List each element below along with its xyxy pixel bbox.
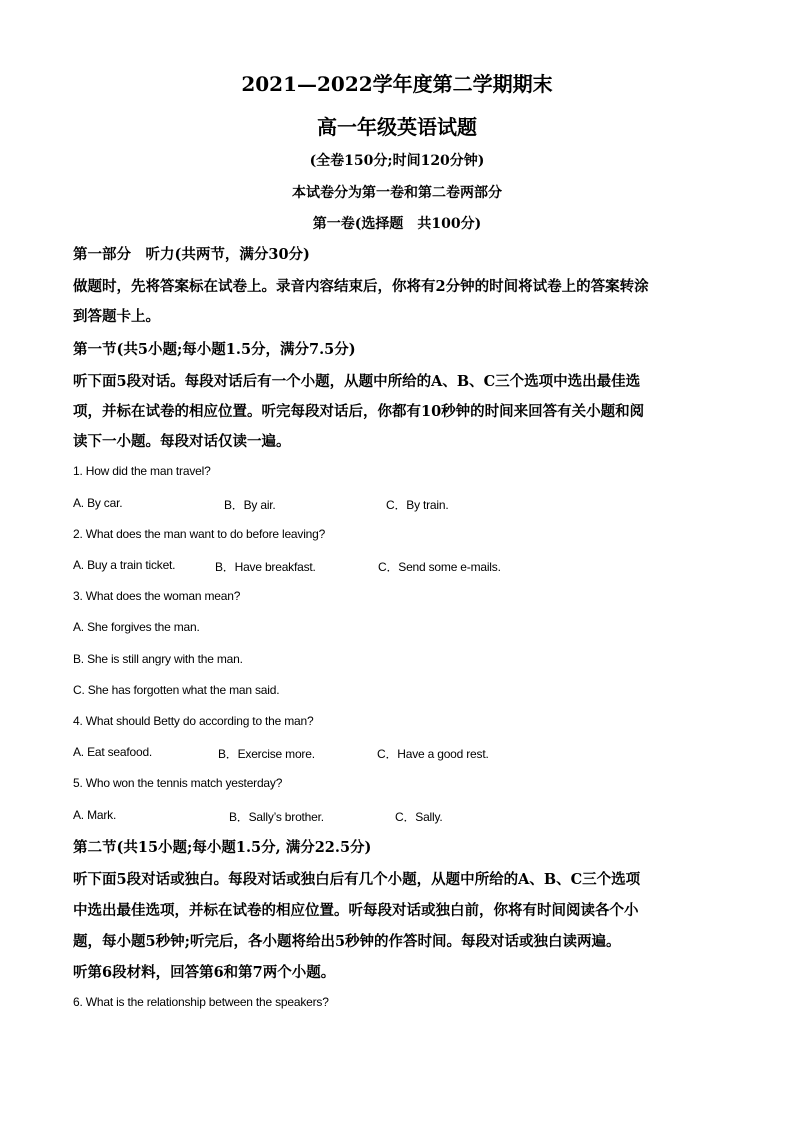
option-c: C. She has forgotten what the man said. — [73, 683, 280, 697]
option-b: B．By air. — [224, 498, 276, 512]
option-a: A. By car. — [73, 496, 123, 510]
question-stem: 4. What should Betty do according to the man? — [73, 714, 314, 728]
section1-instruction-line: 读下一小题。每段对话仅读一遍。 — [73, 433, 291, 450]
option-a: A. Mark. — [73, 808, 117, 822]
exam-meta: (全卷150分;时间120分钟) — [309, 153, 485, 169]
question-stem: 3. What does the woman mean? — [73, 589, 241, 603]
option-a: A. Eat seafood. — [73, 745, 153, 759]
question-stem: 6. What is the relationship between the speakers? — [73, 995, 329, 1009]
option-b: B．Sally’s brother. — [229, 810, 324, 824]
section1-instruction-line: 听下面5段对话。每段对话后有一个小题，从题中所给的A、B、C三个选项中选出最佳选 — [73, 373, 641, 390]
option-c: C．Have a good rest. — [377, 747, 489, 761]
question-stem: 5. Who won the tennis match yesterday? — [73, 776, 283, 790]
option-c: C．Sally. — [395, 810, 443, 824]
part1-heading: 第一部分 听力(共两节，满分30分) — [73, 246, 310, 263]
option-b: B．Exercise more. — [218, 747, 315, 761]
material-note: 听第6段材料，回答第6和第7两个小题。 — [73, 964, 336, 981]
option-b: B．Have breakfast. — [215, 560, 316, 574]
option-a: A. She forgives the man. — [73, 620, 200, 634]
section2-instruction-line: 题，每小题5秒钟;听完后，各小题将给出5秒钟的作答时间。每段对话或独白读两遍。 — [73, 933, 621, 950]
section1-heading: 第一节(共5小题;每小题1.5分，满分7.5分) — [73, 341, 356, 358]
section1-instruction-line: 项，并标在试卷的相应位置。听完每段对话后，你都有10秒钟的时间来回答有关小题和阅 — [73, 403, 645, 420]
option-c: C．By train. — [386, 498, 449, 512]
question-stem: 2. What does the man want to do before leaving? — [73, 527, 326, 541]
option-a: A. Buy a train ticket. — [73, 558, 176, 572]
section2-instruction-line: 中选出最佳选项，并标在试卷的相应位置。听每段对话或独白前，你将有时间阅读各个小 — [73, 902, 639, 919]
part1-instruction-line: 做题时，先将答案标在试卷上。录音内容结束后，你将有2分钟的时间将试卷上的答案转涂 — [73, 278, 649, 295]
exam-subtitle: 高一年级英语试题 — [317, 115, 477, 139]
section2-heading: 第二节(共15小题;每小题1.5分, 满分22.5分) — [73, 839, 372, 856]
option-b: B. She is still angry with the man. — [73, 652, 243, 666]
volume-heading: 第一卷(选择题 共100分) — [312, 216, 482, 232]
question-stem: 1. How did the man travel? — [73, 464, 211, 478]
exam-title: 2021—2022学年度第二学期期末 — [241, 72, 553, 96]
exam-note: 本试卷分为第一卷和第二卷两部分 — [292, 185, 502, 201]
part1-instruction-line: 到答题卡上。 — [73, 308, 160, 325]
option-c: C．Send some e-mails. — [378, 560, 501, 574]
section2-instruction-line: 听下面5段对话或独白。每段对话或独白后有几个小题，从题中所给的A、B、C三个选项 — [73, 871, 641, 888]
